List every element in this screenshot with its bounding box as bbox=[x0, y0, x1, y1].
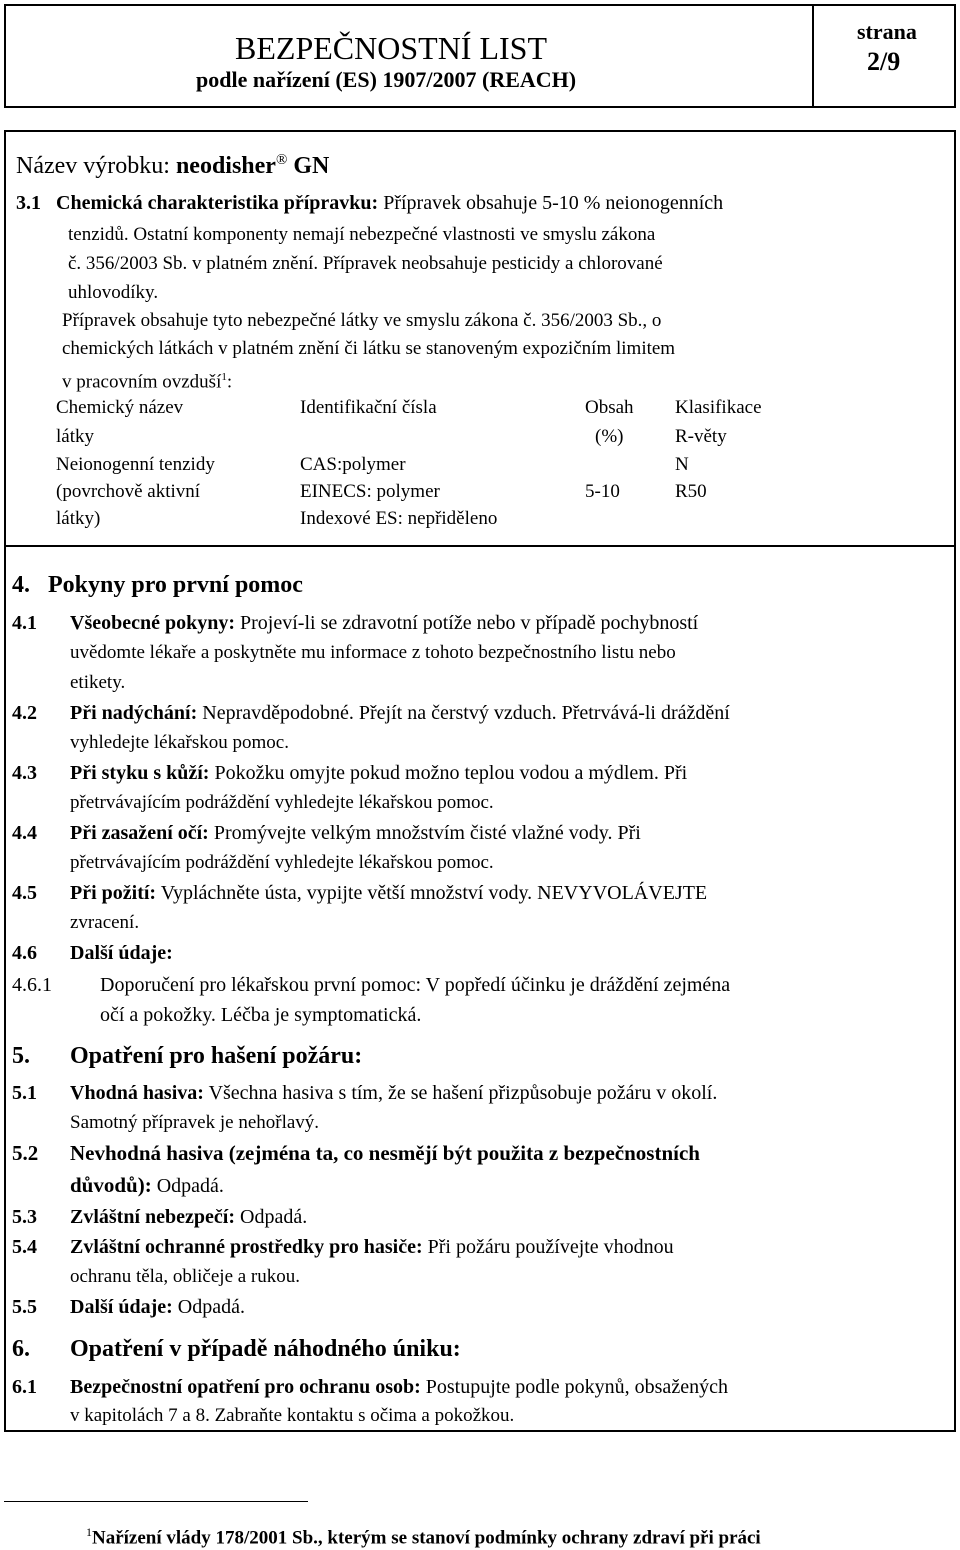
section-6-title: Opatření v případě náhodného úniku: bbox=[70, 1336, 461, 1362]
section-4-4-line-2: přetrvávajícím podráždění vyhledejte lékařskou pomoc. bbox=[70, 852, 494, 873]
section-5-5-text: Odpadá. bbox=[177, 1296, 245, 1318]
table-cell-id-1: CAS:polymer bbox=[300, 454, 406, 475]
product-label: Název výrobku: bbox=[16, 153, 170, 179]
section-4-5-text-1: Vypláchněte ústa, vypijte větší množství vody. NEVYVOLÁVEJTE bbox=[160, 882, 708, 904]
section-4-5-line-1 bbox=[12, 882, 707, 904]
section-5-1-number: 5.1 bbox=[12, 1082, 37, 1104]
section-6-number: 6. bbox=[12, 1336, 30, 1362]
section-4-heading bbox=[12, 571, 303, 599]
section-3-1-line-6: chemických látkách v platném znění či látku se stanoveným expozičním limitem bbox=[62, 338, 676, 359]
section-4-2-line-2: vyhledejte lékařskou pomoc. bbox=[70, 732, 289, 753]
table-cell-class-1: N bbox=[675, 454, 689, 475]
section-5-1-line-1 bbox=[12, 1082, 717, 1104]
section-3-1-text-7: v pracovním ovzduší bbox=[62, 371, 222, 393]
section-4-6-1-number: 4.6.1 bbox=[12, 974, 52, 996]
section-3-1-line-3: č. 356/2003 Sb. v platném znění. Přípravek neobsahuje pesticidy a chlorované bbox=[68, 253, 663, 274]
section-4-1-line-2: uvědomte lékaře a poskytněte mu informace z tohoto bezpečnostního listu nebo bbox=[70, 642, 676, 663]
table-cell-name-3: látky) bbox=[56, 508, 101, 529]
section-5-heading bbox=[12, 1042, 362, 1070]
section-4-6-line-1 bbox=[12, 942, 173, 964]
section-4-1-title: Všeobecné pokyny: bbox=[70, 612, 236, 634]
section-3-1-line-7 bbox=[62, 366, 232, 393]
section-5-2-line-1 bbox=[12, 1142, 700, 1164]
section-6-1-line-2: v kapitolách 7 a 8. Zabraňte kontaktu s očima a pokožkou. bbox=[70, 1405, 515, 1426]
section-4-1-number: 4.1 bbox=[12, 612, 37, 634]
page-label: strana bbox=[857, 19, 917, 44]
section-4-2-title: Při nadýchání: bbox=[70, 702, 198, 724]
table-cell-id-3: Indexové ES: nepřiděleno bbox=[300, 508, 498, 529]
section-6-1-number: 6.1 bbox=[12, 1376, 37, 1398]
section-5-2-text: Odpadá. bbox=[156, 1175, 224, 1197]
section-4-6-1-text-1: Doporučení pro lékařskou první pomoc: V popředí účinku je dráždění zejména bbox=[100, 974, 731, 996]
table-cell-name-1: Neionogenní tenzidy bbox=[56, 454, 215, 475]
section-4-3-line-2: přetrvávajícím podráždění vyhledejte lékařskou pomoc. bbox=[70, 792, 494, 813]
section-5-2-line-2 bbox=[70, 1174, 224, 1197]
footnote-text: Nařízení vlády 178/2001 Sb., kterým se stanoví podmínky ochrany zdraví při práci bbox=[92, 1527, 761, 1549]
section-5-5-line-1 bbox=[12, 1296, 245, 1318]
section-4-6-1-line-2: očí a pokožky. Léčba je symptomatická. bbox=[100, 1004, 422, 1026]
table-cell-class-2: R50 bbox=[675, 481, 707, 502]
document-title: BEZPEČNOSTNÍ LIST bbox=[235, 30, 547, 66]
section-3-1-line-2: tenzidů. Ostatní komponenty nemají nebezpečné vlastnosti ve smyslu zákona bbox=[68, 224, 656, 245]
section-5-number: 5. bbox=[12, 1043, 30, 1069]
section-5-3-title: Zvláštní nebezpečí: bbox=[70, 1206, 235, 1228]
page-number: 2/9 bbox=[867, 47, 901, 76]
section-6-1-text-1: Postupujte podle pokynů, obsažených bbox=[425, 1376, 728, 1398]
section-4-2-number: 4.2 bbox=[12, 702, 37, 724]
section-5-1-title: Vhodná hasiva: bbox=[70, 1082, 204, 1104]
table-cell-name-2: (povrchově aktivní bbox=[56, 481, 201, 502]
section-4-4-title: Při zasažení očí: bbox=[70, 822, 209, 844]
section-4-2-line-1 bbox=[12, 702, 730, 724]
section-5-title: Opatření pro hašení požáru: bbox=[70, 1043, 363, 1069]
section-5-4-line-1 bbox=[12, 1236, 674, 1258]
section-4-number: 4. bbox=[12, 572, 30, 598]
section-5-5-title: Další údaje: bbox=[70, 1296, 173, 1318]
section-4-6-number: 4.6 bbox=[12, 942, 37, 964]
section-3-1-colon: : bbox=[226, 371, 233, 393]
section-4-5-title: Při požití: bbox=[70, 882, 157, 904]
section-4-2-text-1: Nepravděpodobné. Přejít na čerstvý vzduch. Přetrvává-li dráždění bbox=[202, 702, 730, 724]
footnote bbox=[86, 1520, 761, 1550]
section-5-1-line-2: Samotný přípravek je nehořlavý. bbox=[70, 1112, 320, 1133]
section-5-3-number: 5.3 bbox=[12, 1206, 37, 1228]
section-3-1-line-4: uhlovodíky. bbox=[68, 282, 159, 303]
section-3-1-title: Chemická charakteristika přípravku: bbox=[56, 192, 379, 214]
section-6-1-title: Bezpečnostní opatření pro ochranu osob: bbox=[70, 1376, 421, 1398]
section-4-1-text-1: Projeví-li se zdravotní potíže nebo v případě pochybností bbox=[240, 612, 699, 634]
section-5-4-title: Zvláštní ochranné prostředky pro hasiče: bbox=[70, 1236, 423, 1258]
section-4-5-number: 4.5 bbox=[12, 882, 37, 904]
table-header-content-2: (%) bbox=[595, 426, 624, 447]
section-4-4-text-1: Promývejte velkým množstvím čisté vlažné vody. Při bbox=[213, 822, 641, 844]
section-4-3-title: Při styku s kůží: bbox=[70, 762, 210, 784]
registered-mark: ® bbox=[275, 152, 288, 168]
table-header-content-1: Obsah bbox=[585, 397, 634, 418]
section-5-4-number: 5.4 bbox=[12, 1236, 37, 1258]
section-4-4-number: 4.4 bbox=[12, 822, 37, 844]
table-header-id: Identifikační čísla bbox=[300, 397, 437, 418]
section-4-5-line-2: zvracení. bbox=[70, 912, 140, 933]
table-cell-content: 5-10 bbox=[585, 481, 620, 502]
footnote-ref: 1 bbox=[221, 371, 227, 383]
section-5-4-line-2: ochranu těla, obličeje a rukou. bbox=[70, 1266, 301, 1287]
section-3-1-line-5: Přípravek obsahuje tyto nebezpečné látky ve smyslu zákona č. 356/2003 Sb., o bbox=[62, 310, 662, 331]
product-suffix: GN bbox=[293, 153, 330, 179]
table-header-name-1: Chemický název bbox=[56, 397, 184, 418]
product-line bbox=[16, 146, 329, 180]
section-4-6-title: Další údaje: bbox=[70, 942, 173, 964]
section-3-1-number: 3.1 bbox=[16, 192, 41, 214]
section-4-1-line-1 bbox=[12, 612, 698, 634]
section-5-2-title-2: důvodů): bbox=[70, 1173, 152, 1197]
section-4-6-1-line-1 bbox=[12, 974, 730, 996]
table-header-name-2: látky bbox=[56, 426, 94, 447]
section-6-heading bbox=[12, 1335, 461, 1363]
section-4-title: Pokyny pro první pomoc bbox=[48, 572, 303, 598]
section-5-2-title-1: Nevhodná hasiva (zejména ta, co nesmějí být použita z bezpečnostních bbox=[70, 1141, 700, 1165]
table-header-class-2: R-věty bbox=[675, 426, 727, 447]
section-4-3-number: 4.3 bbox=[12, 762, 37, 784]
section-6-1-line-1 bbox=[12, 1376, 728, 1398]
footnote-rule bbox=[4, 1501, 308, 1502]
table-separator bbox=[4, 545, 956, 547]
section-3-1-text-1: Přípravek obsahuje 5-10 % neionogenních bbox=[383, 192, 724, 214]
section-5-3-line-1 bbox=[12, 1206, 307, 1228]
section-4-1-line-3: etikety. bbox=[70, 672, 126, 693]
table-header-class-1: Klasifikace bbox=[675, 397, 762, 418]
section-4-3-line-1 bbox=[12, 762, 687, 784]
section-4-3-text-1: Pokožku omyjte pokud možno teplou vodou a mýdlem. Při bbox=[214, 762, 688, 784]
section-3-1-line-1 bbox=[16, 192, 723, 214]
section-5-5-number: 5.5 bbox=[12, 1296, 37, 1318]
section-5-1-text-1: Všechna hasiva s tím, že se hašení přizpůsobuje požáru v okolí. bbox=[208, 1082, 718, 1104]
table-cell-id-2: EINECS: polymer bbox=[300, 481, 440, 502]
footnote-number: 1 bbox=[86, 1525, 92, 1539]
section-5-3-text: Odpadá. bbox=[240, 1206, 308, 1228]
section-5-4-text-1: Při požáru používejte vhodnou bbox=[427, 1236, 674, 1258]
header-divider bbox=[812, 4, 814, 108]
product-name: neodisher bbox=[175, 153, 276, 179]
section-5-2-number: 5.2 bbox=[12, 1141, 39, 1165]
document-subtitle: podle nařízení (ES) 1907/2007 (REACH) bbox=[196, 67, 577, 92]
section-4-4-line-1 bbox=[12, 822, 641, 844]
